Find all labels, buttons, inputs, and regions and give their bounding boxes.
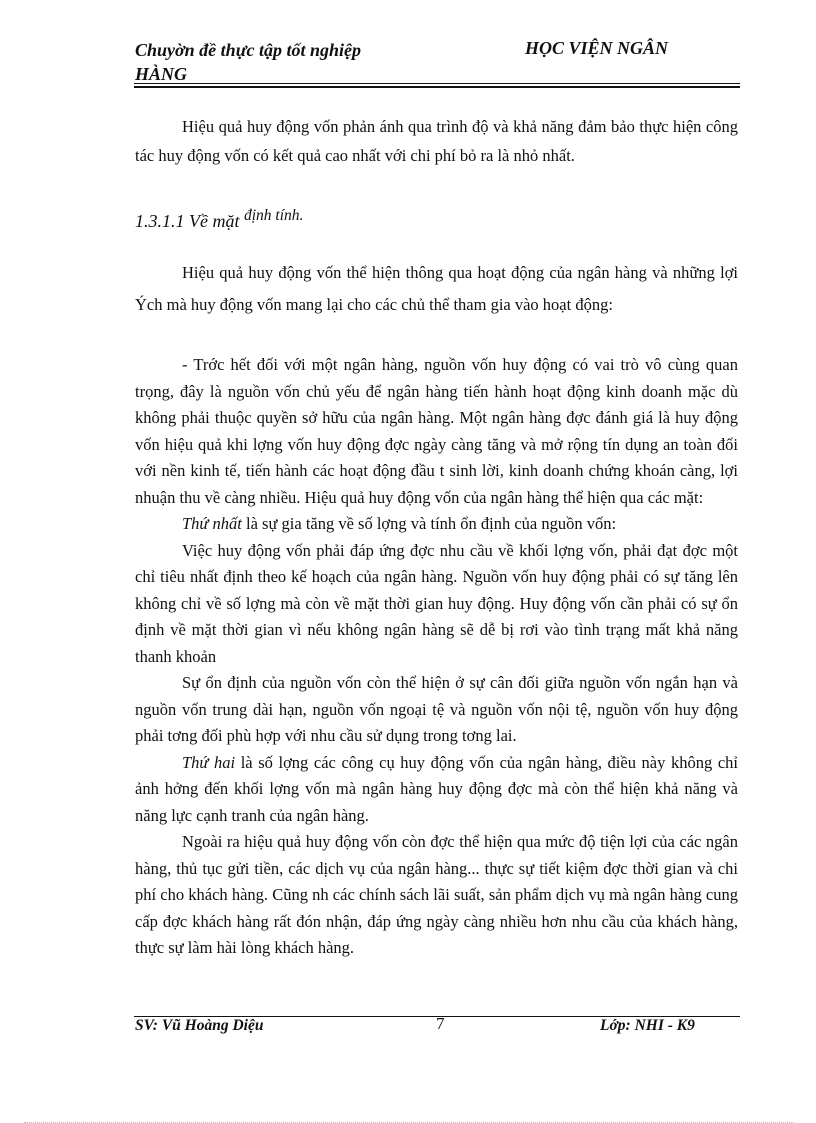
header-title-right: HỌC VIỆN NGÂN	[525, 38, 669, 58]
section-heading	[135, 207, 304, 232]
header-title-left	[135, 38, 361, 86]
first-label: Thứ nhất	[182, 514, 242, 533]
requirement-paragraph: Việc huy động vốn phải đáp ứng đợc nhu cầu về khối lợng vốn, phải đạt đợc một chỉ tiêu nhất định theo kế hoạch của ngân hàng. Nguồn vốn huy động phải có sự tăng lên không chỉ về số lợng mà còn về mặt thời gian huy động. Huy động vốn cần phải có sự ổn định về mặt thời gian vì nếu không ngân hàng sẽ dễ bị rơi vào tình trạng mất khả năng thanh khoản	[135, 540, 738, 666]
header-title-line1: Chuyờn đề thực tập tốt nghiệp	[135, 40, 361, 60]
bullet-paragraph: - Trớc hết đối với một ngân hàng, nguồn vốn huy động có vai trò vô cùng quan trọng, đây là nguồn vốn chủ yếu để ngân hàng tiến hành hoạt động kinh doanh mặc dù không phải thuộc quyền sở hữu của ngân hàng. Một ngân hàng đợc đánh giá là huy động vốn hiệu quả khi lợng vốn huy động đợc ngày càng tăng và mở rộng tín dụng an toàn đối với nền kinh tế, tiến hành các hoạt động đầu t sinh lời, kinh doanh chứng khoán càng, lợi nhuận thu về càng nhiều. Hiệu quả huy động vốn của ngân hàng thể hiện qua các mặt:	[135, 355, 738, 507]
closing-paragraph: Ngoài ra hiệu quả huy động vốn còn đợc thể hiện qua mức độ tiện lợi của các ngân hàng, thủ tục gửi tiền, các dịch vụ của ngân hàng... thực sự tiết kiệm đợc thời gian và chi phí cho khách hàng. Cũng nh các chính sách lãi suất, sản phẩm dịch vụ mà ngân hàng cung cấp đợc khách hàng rất đón nhận, đáp ứng ngày càng nhiều hơn nhu cầu của khách hàng, thực sự làm hài lòng khách hàng.	[135, 832, 738, 957]
second-text: là số lợng các công cụ huy động vốn của ngân hàng, điều này không chỉ ảnh hởng đến khối lợng vốn mà ngân hàng huy động đợc mà còn thể hiện khả năng và năng lực cạnh tranh của ngân hàng.	[135, 752, 738, 825]
qualitative-paragraph: Hiệu quả huy động vốn thể hiện thông qua hoạt động của ngân hàng và những lợi Ých mà huy động vốn mang lại cho các chủ thể tham gia vào hoạt động:	[135, 263, 738, 314]
first-text: là sự gia tăng về số lợng và tính ổn định của nguồn vốn:	[241, 514, 617, 533]
footer-class: Lớp: NHI - K9	[600, 1017, 695, 1034]
intro-paragraph: Hiệu quả huy động vốn phản ánh qua trình độ và khả năng đảm bảo thực hiện công tác huy động vốn có kết quả cao nhất với chi phí bỏ ra là nhỏ nhất.	[135, 117, 738, 165]
header-rule-thin	[134, 83, 740, 84]
footer-student: SV: Vũ Hoàng Diệu	[135, 1017, 264, 1034]
footer-page-number: 7	[436, 1014, 445, 1033]
stability-paragraph: Sự ổn định của nguồn vốn còn thể hiện ở sự cân đối giữa nguồn vốn ngắn hạn và nguồn vốn trung dài hạn, nguồn vốn ngoại tệ và nguồn vốn nội tệ, nguồn vốn huy động phải tơng đối phù hợp với nhu cầu sử dụng trong tơng lai.	[135, 673, 738, 745]
main-text-block	[135, 352, 738, 962]
second-point-paragraph	[135, 750, 738, 830]
first-point-paragraph	[135, 511, 738, 538]
second-label: Thứ hai	[182, 752, 236, 772]
section-number: 1.3.1.1 Về mặt	[135, 211, 240, 231]
section-title: định tính.	[243, 207, 304, 224]
header-title-line2: HÀNG	[135, 64, 188, 84]
header-rule-thick	[134, 86, 740, 88]
